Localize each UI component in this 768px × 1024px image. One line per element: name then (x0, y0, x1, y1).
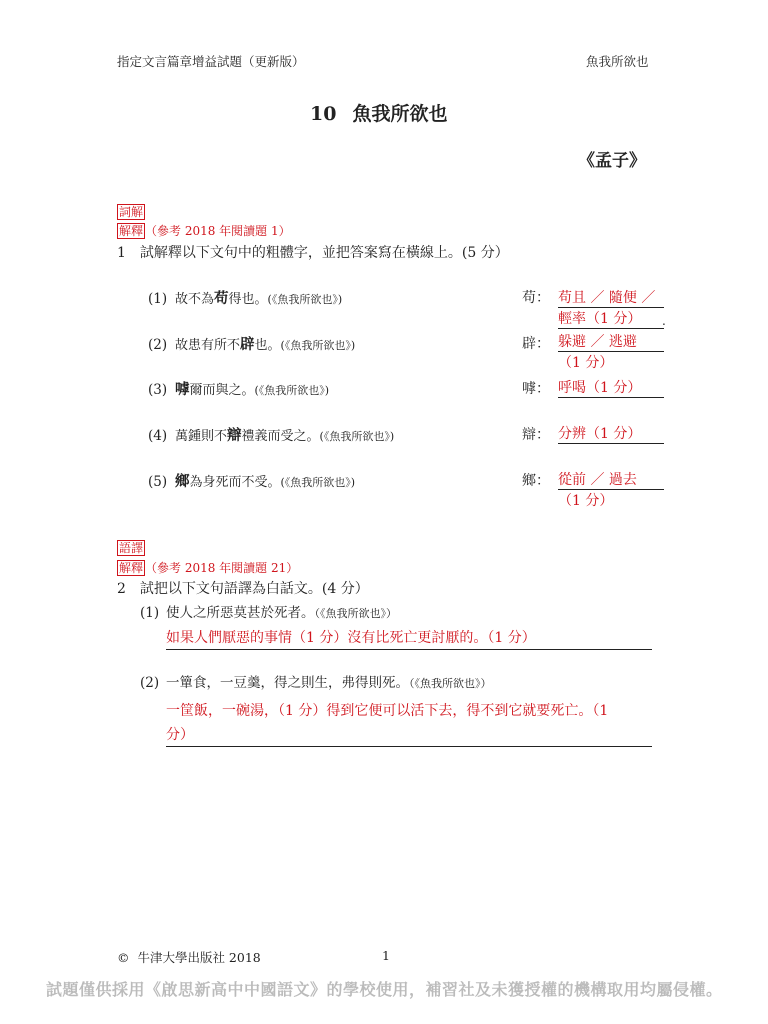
q1-item-1-answer: 苟且 ／ 隨便 ／ (558, 287, 664, 308)
q1-item-5-answer: 從前 ／ 過去 (558, 469, 664, 490)
section1-tag-vocab: 詞解 (119, 205, 144, 219)
page-number: 1 (382, 948, 390, 963)
q1-item-2: (2) 故患有所不辟也。(《魚我所欲也》) (148, 336, 356, 353)
question-1-number: 1 (117, 245, 126, 261)
section1-ref-text: （參考 2018 年閱讀題 1） (145, 224, 291, 238)
q2-item-1: (1) 使人之所惡莫甚於死者。（《魚我所欲也》） (140, 605, 397, 621)
q1-item-1-label: 苟： (522, 290, 550, 306)
q1-item-3: (3) 嘑爾而與之。(《魚我所欲也》) (148, 381, 330, 398)
section1-tag-explain: 解釋 (119, 224, 144, 238)
q1-item-4: (4) 萬鍾則不辯禮義而受之。(《魚我所欲也》) (148, 427, 395, 444)
stray-dot: . (662, 314, 666, 328)
q1-item-5: (5) 鄉為身死而不受。(《魚我所欲也》) (148, 473, 356, 490)
q1-item-1: (1) 故不為苟得也。(《魚我所欲也》) (148, 290, 343, 307)
q1-item-2-label: 辟： (522, 336, 550, 352)
q2-item-2-answer-cont: 分） (166, 724, 652, 747)
q1-item-2-answer: 躲避 ／ 逃避 (558, 331, 664, 352)
header-left: 指定文言篇章增益試題（更新版） (117, 54, 305, 69)
q1-item-3-answer: 呼喝（1 分） (558, 377, 664, 398)
section2-tag-explain: 解釋 (119, 561, 144, 575)
section2-ref (117, 557, 298, 576)
question-2 (117, 578, 369, 598)
q1-item-4-label: 辯： (522, 427, 550, 443)
q2-item-2-answer: 一筐飯，一碗湯，（1 分）得到它便可以活下去，得不到它就要死亡。（1 (166, 703, 609, 719)
section2-tag-translate: 語譯 (119, 541, 144, 555)
q2-item-1-answer: 如果人們厭惡的事情（1 分）沒有比死亡更討厭的。（1 分） (166, 627, 652, 650)
question-2-number: 2 (117, 581, 126, 597)
q1-item-1-answer-cont: 輕率（1 分） (558, 308, 664, 329)
q1-item-5-answer-cont: （1 分） (558, 493, 614, 509)
footer-copyright: © 牛津大學出版社 2018 (117, 950, 261, 965)
q1-item-5-label: 鄉： (522, 473, 550, 489)
section1-ref (117, 220, 291, 239)
question-1 (117, 242, 509, 262)
title-text: 魚我所欲也 (352, 103, 448, 125)
question-1-text: 試解釋以下文句中的粗體字，並把答案寫在橫線上。(5 分） (139, 245, 509, 261)
q2-item-2: (2) 一簞食，一豆羹，得之則生，弗得則死。（《魚我所欲也》） (140, 675, 492, 691)
header-right: 魚我所欲也 (586, 54, 649, 69)
q1-item-2-answer-cont: （1 分） (558, 355, 614, 371)
copyright-icon: © (117, 950, 130, 965)
q1-item-4-answer: 分辨（1 分） (558, 423, 664, 444)
page-title (310, 99, 447, 126)
q1-item-3-label: 嘑： (522, 381, 550, 397)
watermark: 試題僅供採用《啟思新高中中國語文》的學校使用，補習社及未獲授權的機構取用均屬侵權。 (46, 980, 723, 999)
title-number: 10 (310, 103, 337, 125)
question-2-text: 試把以下文句語譯為白話文。(4 分） (139, 581, 369, 597)
source-title: 《孟子》 (578, 151, 646, 171)
section2-ref-text: （參考 2018 年閱讀題 21） (145, 561, 299, 575)
